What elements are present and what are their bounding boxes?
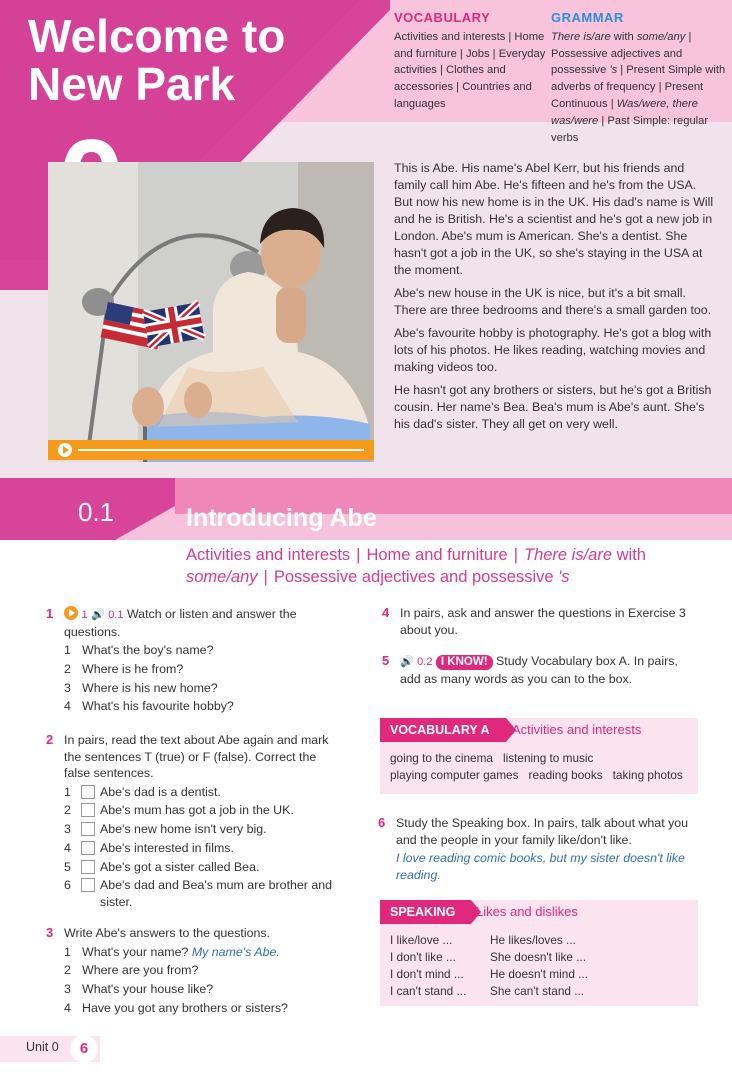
exercise-instruction: 1 🔊 0.1 Watch or listen and answer the questions.	[64, 607, 297, 639]
vocabulary-box-words: going to the cinema listening to music playing computer games reading books taking photos	[390, 751, 683, 782]
exercise-4	[382, 605, 690, 640]
exercise-number: 5	[382, 653, 390, 668]
speaking-box	[380, 900, 698, 1006]
lesson-number: 0.1	[78, 497, 115, 527]
exercise-5	[382, 653, 690, 689]
answer-checkbox[interactable]	[81, 878, 95, 892]
vocabulary-box-label: VOCABULARY A	[380, 718, 506, 742]
grammar-heading: GRAMMAR	[551, 10, 624, 25]
list-item: 2 Abe's mum has got a job in the UK.	[64, 803, 294, 818]
answer-checkbox[interactable]	[81, 785, 95, 799]
audio-icon[interactable]: 🔊	[91, 609, 105, 621]
exercise-number: 6	[378, 815, 386, 830]
example-answer: My name's Abe.	[191, 944, 280, 959]
example-sentence: I love reading comic books, but my sister doesn't like reading.	[396, 851, 685, 882]
audio-track-number: 0.2	[417, 656, 433, 668]
video-progress-bar[interactable]	[48, 440, 374, 460]
page-title: Welcome to New Park	[28, 10, 286, 110]
exercise-instruction: In pairs, ask and answer the questions in Exercise 3 about you.	[400, 606, 686, 637]
video-number: 1	[81, 609, 88, 621]
vocabulary-text: Activities and interests | Home and furniture | Jobs | Everyday activities | Clothes and accessories | Countries and languages	[394, 30, 546, 110]
audio-track-number: 0.1	[108, 609, 124, 621]
photo-illustration	[48, 162, 374, 462]
exercise-number: 2	[46, 732, 54, 747]
question-list	[64, 642, 344, 715]
vocabulary-box-title: Activities and interests	[512, 722, 642, 737]
grammar-text: There is/are with some/any | Possessive adjectives and possessive 's | Present Simple with adverbs of frequency | Present Continuous | Was/were, there was/were | Past Simple: regular verbs	[551, 30, 726, 144]
play-icon[interactable]	[58, 443, 72, 457]
vocabulary-summary	[394, 10, 546, 113]
speaking-col-1: I like/love ... I don't like ... I don't mind ... I can't stand ...	[390, 933, 467, 998]
list-item: 4 Abe's interested in films.	[64, 840, 234, 855]
true-false-list	[64, 784, 334, 911]
list-item: 2 Where are you from?	[64, 963, 199, 978]
list-item: 1 Abe's dad is a dentist.	[64, 784, 221, 799]
answer-checkbox[interactable]	[81, 860, 95, 874]
exercise-2	[46, 732, 334, 913]
speaking-box-title: Likes and dislikes	[476, 904, 578, 919]
exercise-instruction: Study the Speaking box. In pairs, talk about what you and the people in your family like/don't like.	[396, 816, 689, 847]
story-paragraph: He hasn't got any brothers or sisters, but he's got a British cousin. Her name's Bea. Bea's mum is Abe's aunt. She's his dad's sister. They all get on very well.	[394, 383, 712, 431]
list-item: 1 What's the boy's name?	[64, 643, 214, 657]
exercise-number: 4	[382, 605, 390, 620]
video-track	[78, 449, 364, 451]
video-play-icon[interactable]	[64, 606, 78, 620]
list-item: 5 Abe's got a sister called Bea.	[64, 859, 260, 874]
list-item: 2 Where is he from?	[64, 661, 184, 676]
audio-icon[interactable]: 🔊	[400, 656, 414, 668]
exercise-instruction: 🔊 0.2 I KNOW! Study Vocabulary box A. In pairs, add as many words as you can to the box.	[400, 654, 678, 686]
exercise-6	[378, 815, 696, 883]
list-item: 3 Abe's new home isn't very big.	[64, 822, 267, 837]
abe-photo	[48, 162, 374, 462]
exercise-1	[46, 606, 344, 717]
page-number: 6	[70, 1035, 98, 1063]
list-item: 3 What's your house like?	[64, 982, 214, 997]
exercise-instruction: Write Abe's answers to the questions.	[64, 926, 270, 940]
answer-checkbox[interactable]	[81, 822, 95, 836]
list-item: 4 Have you got any brothers or sisters?	[64, 1000, 288, 1015]
exercise-3	[46, 925, 344, 1019]
hero-section	[0, 0, 732, 478]
list-item: 4 What's his favourite hobby?	[64, 699, 234, 714]
speaking-col-2: He likes/loves ... She doesn't like ... He doesn't mind ... She can't stand ...	[490, 933, 588, 998]
vocabulary-box	[380, 718, 698, 794]
footer-unit: Unit 0	[26, 1040, 59, 1054]
question-list	[64, 944, 344, 1017]
answer-checkbox[interactable]	[81, 841, 95, 855]
list-item: 6 Abe's dad and Bea's mum are brother and sister.	[64, 878, 333, 909]
lesson-title: Introducing Abe	[186, 504, 377, 532]
story-paragraph: Abe's favourite hobby is photography. He's got a blog with lots of his photos. He likes reading, watching movies and making videos too.	[394, 326, 712, 374]
i-know-badge: I KNOW!	[436, 655, 493, 670]
speaking-box-label: SPEAKING	[380, 900, 471, 924]
exercise-number: 1	[46, 606, 54, 621]
story-paragraph: Abe's new house in the UK is nice, but it's a bit small. There are three bedrooms and there's a small garden too.	[394, 286, 712, 317]
story-paragraph: This is Abe. His name's Abel Kerr, but his friends and family call him Abe. He's fifteen and he's from the USA. But now his new home is in the UK. His dad's name is Will and he is British. He's a scientist and he's got a new job in London. Abe's mum is American. She's a dentist. She hasn't got a job in the UK, so she's staying in the USA at the moment.	[394, 161, 714, 277]
list-item: 1 What's your name? My name's Abe.	[64, 944, 280, 959]
story-text	[394, 160, 714, 439]
list-item: 3 Where is his new home?	[64, 680, 218, 695]
grammar-summary	[551, 10, 732, 146]
vocabulary-heading: VOCABULARY	[394, 10, 491, 25]
exercise-instruction: In pairs, read the text about Abe again and mark the sentences T (true) or F (false). Correct the false sentences.	[64, 733, 329, 780]
lesson-subtitle: Activities and interests | Home and furniture | There is/are with some/any | Possessive adjectives and possessive 's	[186, 546, 646, 586]
answer-checkbox[interactable]	[81, 803, 95, 817]
exercise-number: 3	[46, 925, 54, 940]
